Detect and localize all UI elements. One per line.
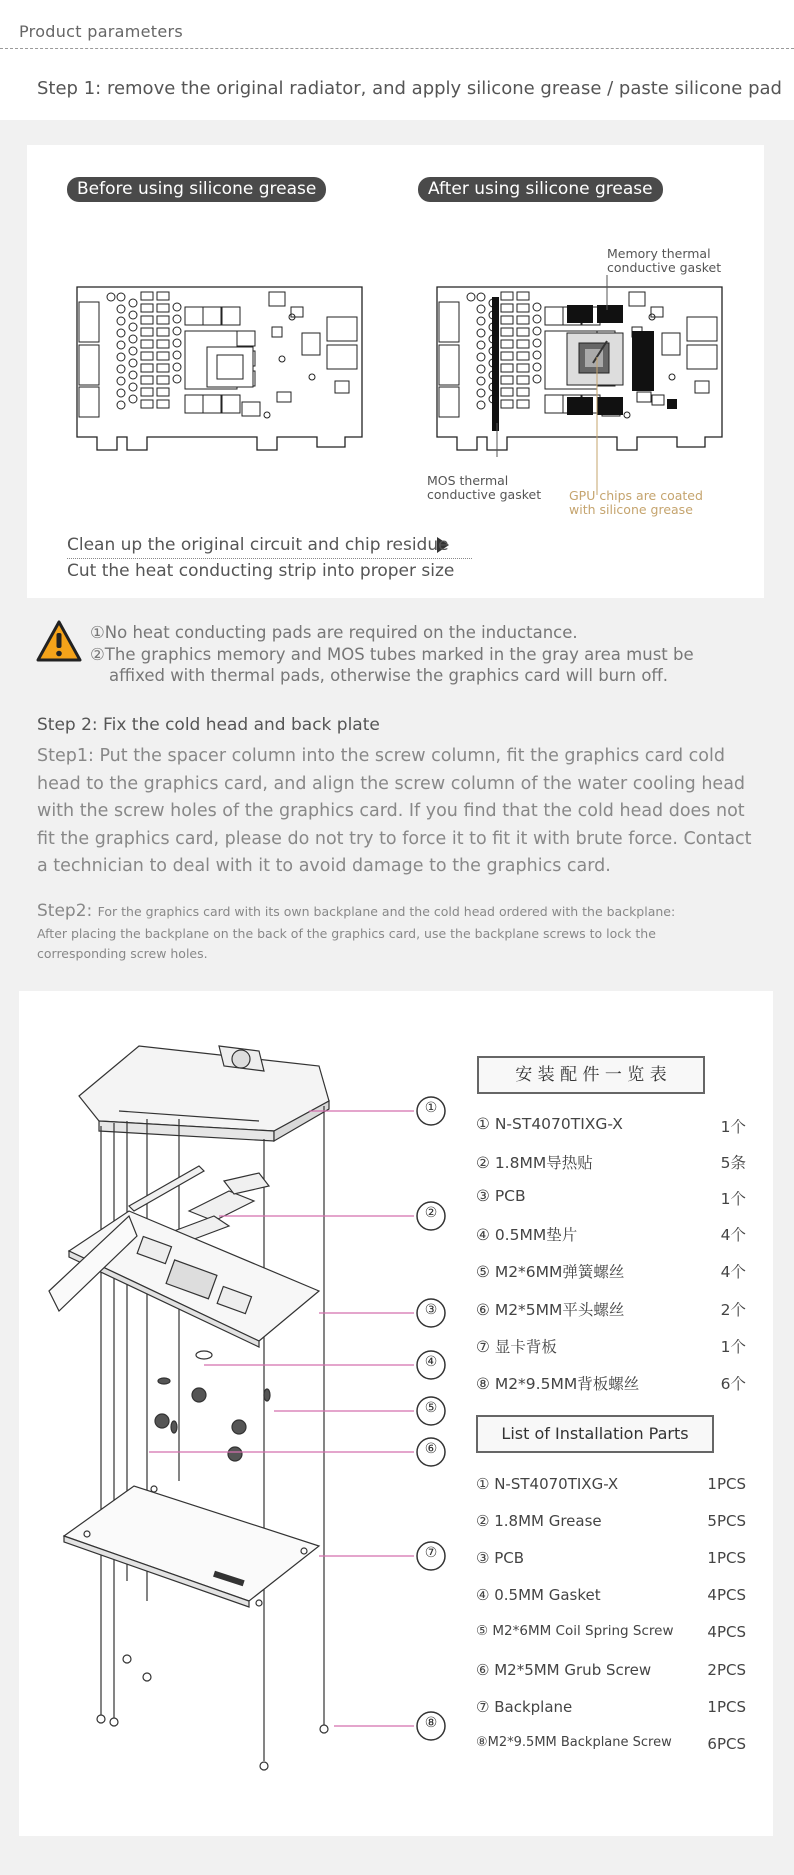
step1-title: Step 1: remove the original radiator, and apply silicone grease / paste silicone pad	[37, 78, 782, 99]
cn-row-8: ⑧ M2*9.5MM背板螺丝 6个	[476, 1375, 746, 1393]
en-row-3: ③ PCB 1PCS	[476, 1549, 746, 1567]
callout-2: ②	[424, 1205, 438, 1221]
gpu-label-2: with silicone grease	[569, 502, 693, 517]
cut-text: Cut the heat conducting strip into proper size	[67, 561, 455, 581]
pcb-before	[77, 287, 362, 450]
memory-label-2: conductive gasket	[607, 260, 722, 275]
step2-body: Step1: Put the spacer column into the screw column, fit the graphics card cold head to the graphics card, and align the screw column of the water cooling head with the screw holes of the graphics card. If you find that the cold head does not fit the graphics card, please do not try to force it to fit it with brute force. Contact a technician to deal with it to avoid damage to the graphics card.	[37, 746, 752, 876]
cn-list-title: 安 装 配 件 一 览 表	[477, 1056, 705, 1094]
warning-icon	[36, 620, 82, 662]
callout-7: ⑦	[424, 1545, 438, 1561]
callout-3: ③	[424, 1302, 438, 1318]
mos-label-2: conductive gasket	[427, 487, 542, 502]
clean-text: Clean up the original circuit and chip residue	[67, 535, 449, 555]
cn-row-6: ⑥ M2*5MM平头螺丝 2个	[476, 1301, 746, 1319]
pcb-illustrations	[27, 145, 764, 598]
en-list-title: List of Installation Parts	[476, 1415, 714, 1453]
cn-row-1: ① N-ST4070TIXG-X 1个	[476, 1115, 746, 1136]
callout-4: ④	[424, 1354, 438, 1370]
callout-5: ⑤	[424, 1400, 438, 1416]
step2b-line-3: corresponding screw holes.	[37, 946, 208, 961]
dashed-divider	[0, 48, 794, 49]
step2b-first-line: For the graphics card with its own backplane and the cold head ordered with the backplane:	[97, 904, 676, 919]
cn-row-7: ⑦ 显卡背板 1个	[476, 1338, 746, 1356]
step2b-lead: Step2: For the graphics card with its own backplane and the cold head ordered with the backplane:	[37, 901, 676, 921]
en-row-4: ④ 0.5MM Gasket 4PCS	[476, 1586, 746, 1604]
warning-line-2: ②The graphics memory and MOS tubes marked in the gray area must be	[90, 645, 694, 664]
en-row-2: ② 1.8MM Grease 5PCS	[476, 1512, 746, 1530]
en-row-8: ⑧M2*9.5MM Backplane Screw 6PCS	[476, 1735, 746, 1753]
callout-6: ⑥	[424, 1441, 438, 1457]
section-title: Product parameters	[19, 22, 184, 41]
callout-1: ①	[424, 1100, 438, 1116]
cn-row-4: ④ 0.5MM垫片 4个	[476, 1226, 746, 1244]
cn-row-2: ② 1.8MM导热贴 5条	[476, 1154, 746, 1172]
grease-figure-panel	[27, 145, 764, 598]
top-section	[0, 0, 794, 120]
en-row-1: ① N-ST4070TIXG-X 1PCS	[476, 1475, 746, 1493]
gpu-label-1: GPU chips are coated	[569, 488, 703, 503]
cn-row-3: ③ PCB 1个	[476, 1187, 746, 1208]
step2-title: Step 2: Fix the cold head and back plate	[37, 715, 380, 735]
en-row-6: ⑥ M2*5MM Grub Screw 2PCS	[476, 1661, 746, 1679]
pcb-after	[437, 287, 722, 450]
en-row-7: ⑦ Backplane 1PCS	[476, 1698, 746, 1716]
callout-8: ⑧	[424, 1715, 438, 1731]
after-pill: After using silicone grease	[418, 177, 663, 202]
en-row-5: ⑤ M2*6MM Coil Spring Screw 4PCS	[476, 1623, 746, 1641]
dotted-divider	[67, 558, 472, 559]
warning-line-1: ①No heat conducting pads are required on the inductance.	[90, 623, 578, 642]
installation-panel	[19, 991, 773, 1836]
memory-label-1: Memory thermal	[607, 246, 711, 261]
before-pill: Before using silicone grease	[67, 177, 326, 202]
step2b-line-2: After placing the backplane on the back of the graphics card, use the backplane screws to lock the	[37, 926, 656, 941]
mos-label-1: MOS thermal	[427, 473, 509, 488]
warning-line-3: affixed with thermal pads, otherwise the graphics card will burn off.	[109, 666, 669, 685]
cn-row-5: ⑤ M2*6MM弹簧螺丝 4个	[476, 1263, 746, 1281]
